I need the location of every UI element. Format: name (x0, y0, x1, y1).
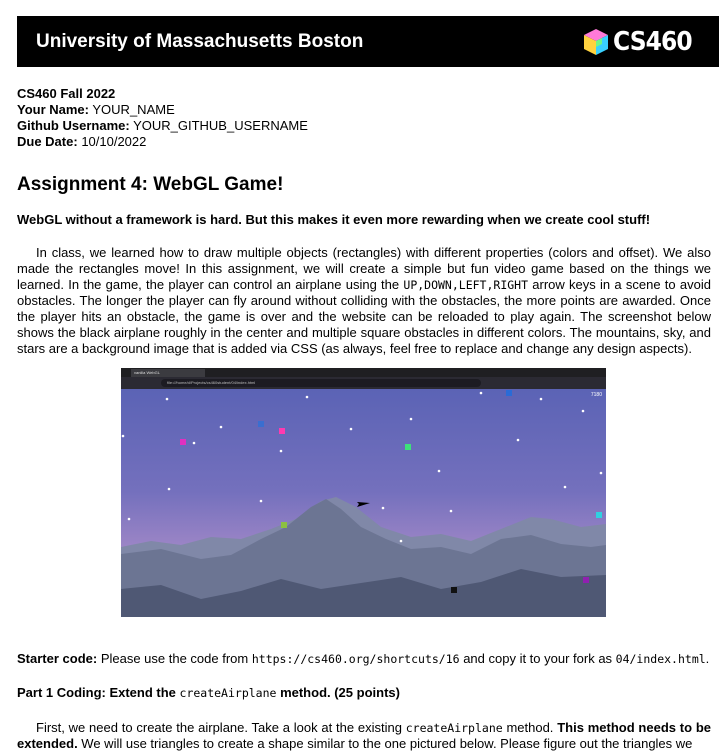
logo-text: CS460 (613, 27, 693, 57)
obstacle-blue-top (506, 390, 512, 396)
part1-paragraph: First, we need to create the airplane. Take a look at the existing createAirplane method. This method needs to be extended. We will use triangles to create a shape similar to the one pictured below. Please figure out the triangles we (17, 720, 711, 751)
starter-url: https://cs460.org/shortcuts/16 (251, 652, 460, 666)
obstacle-magenta (180, 439, 186, 445)
browser-tab: vanilla WebGL (131, 369, 205, 377)
game-scene (121, 389, 606, 617)
obstacle-purple (583, 577, 589, 583)
starter-path: 04/index.html (615, 652, 706, 666)
browser-toolbar (121, 377, 606, 389)
cs460-logo (583, 26, 701, 58)
browser-tab-strip (121, 368, 606, 377)
page-header (17, 16, 719, 67)
github-line: Github Username: YOUR_GITHUB_USERNAME (17, 118, 308, 133)
cube-logo-icon (583, 28, 609, 56)
starter-code-line: Starter code: Please use the code from https://cs460.org/shortcuts/16 and copy it to your fork as 04/index.html. (17, 651, 710, 666)
intro-paragraph: In class, we learned how to draw multiple objects (rectangles) with different properties (colors and offset). We also made the rectangles move! In this assignment, we will create a simple but fun video game based on the things we learned. In the game, the player can control an airplane using the UP,DOWN,LEFT,RIGHT arrow keys in a scene to avoid obstacles. The longer the player can fly around without colliding with the obstacles, the more points are awarded. Once the player hits an obstacle, the game is over and the website can be reloaded to play again. The screenshot below shows the black airplane roughly in the center and multiple square obstacles in different colors. The mountains, sky, and stars are a background image that is added via CSS (as always, feel free to replace and change any design aspects). (17, 245, 711, 356)
create-airplane-code: createAirplane (179, 686, 277, 700)
score-display: 7180 (590, 392, 602, 398)
obstacle-blue (258, 421, 264, 427)
university-title: University of Massachusetts Boston (36, 31, 364, 52)
assignment-meta (17, 86, 308, 150)
obstacle-olive (281, 522, 287, 528)
assignment-title: Assignment 4: WebGL Game! (17, 174, 284, 195)
assignment-subtitle: WebGL without a framework is hard. But this makes it even more rewarding when we create cool stuff! (17, 212, 651, 227)
obstacle-black (451, 587, 457, 593)
game-screenshot (121, 368, 606, 617)
course-line: CS460 Fall 2022 (17, 86, 116, 101)
part1-heading: Part 1 Coding: Extend the createAirplane method. (25 points) (17, 685, 400, 700)
obstacle-cyan (596, 512, 602, 518)
arrow-keys-code: UP,DOWN,LEFT,RIGHT (403, 278, 529, 292)
due-date-line: Due Date: 10/10/2022 (17, 134, 147, 149)
obstacle-green (405, 444, 411, 450)
name-line: Your Name: YOUR_NAME (17, 102, 175, 117)
browser-url-bar: file:///home/d/Projects/cs460student/04/index.html (161, 379, 481, 387)
obstacle-pink (279, 428, 285, 434)
